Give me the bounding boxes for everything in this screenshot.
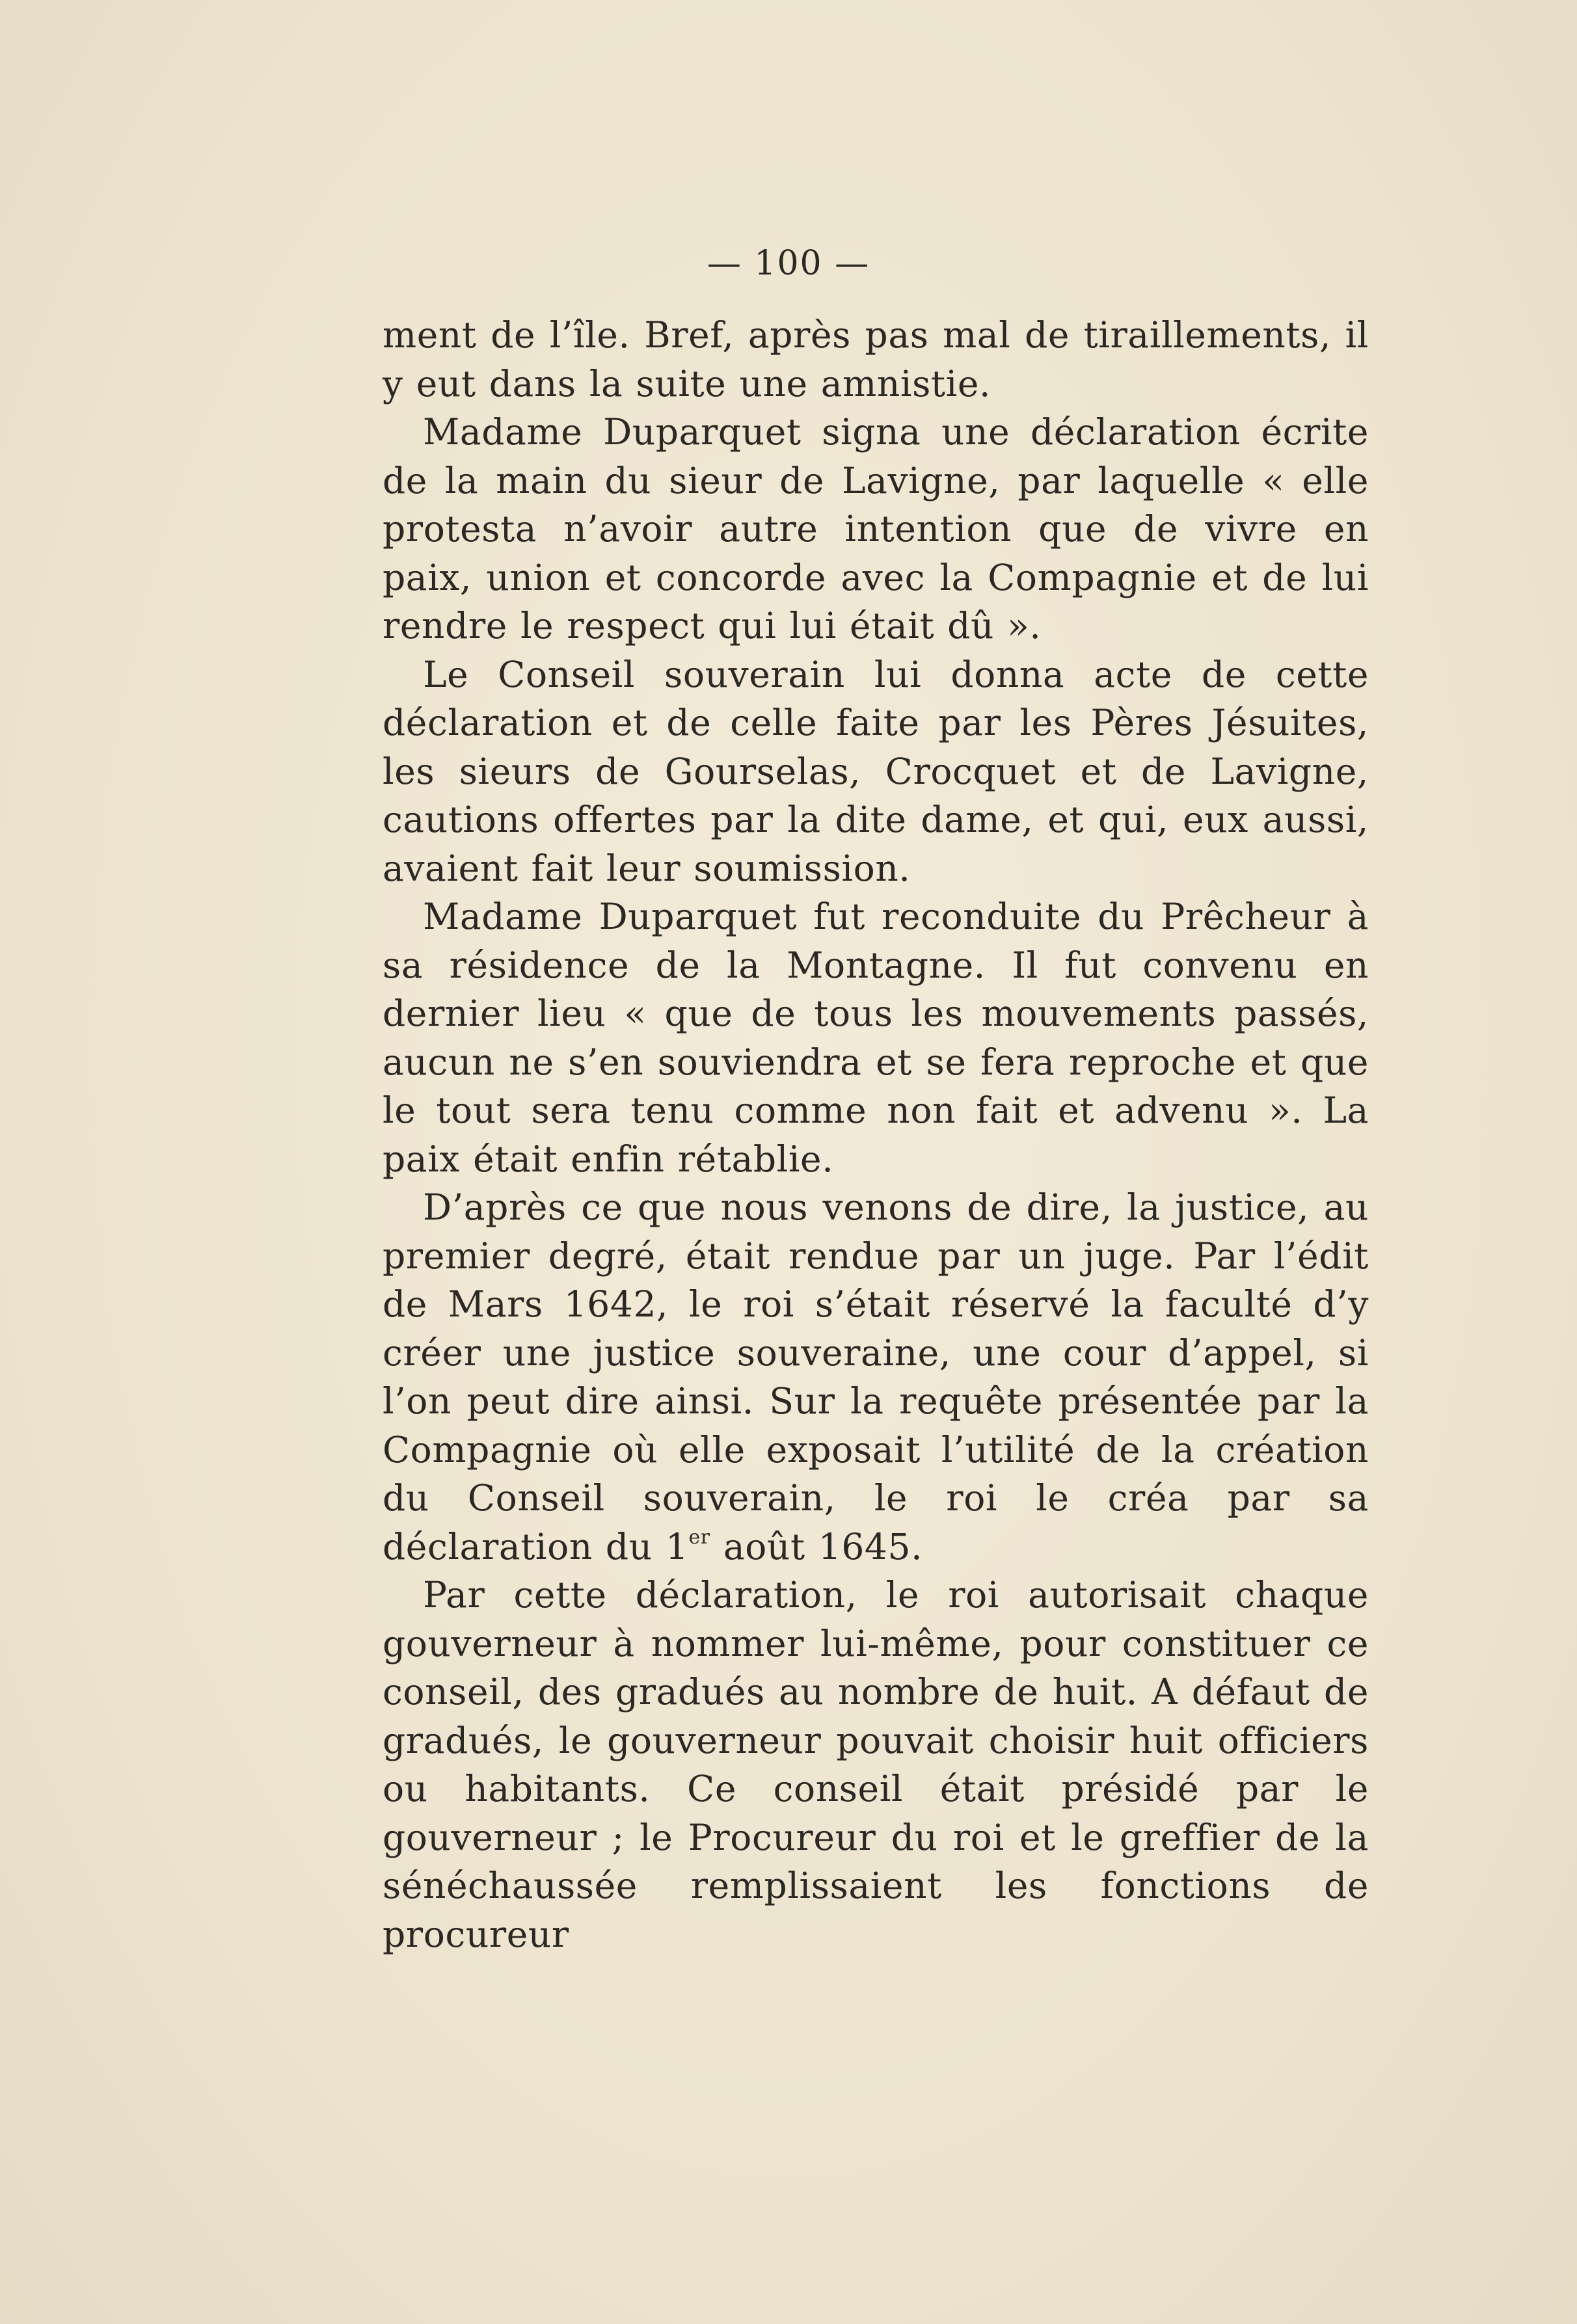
paragraph-justice-date: août 1645. [710, 1525, 923, 1568]
page-number: — 100 — [707, 244, 870, 283]
paragraph-continuation: ment de l’île. Bref, après pas mal de tiraillements, il y eut dans la suite une amnistie. [383, 314, 1369, 405]
paragraph-justice [383, 1183, 1369, 1571]
paragraph-justice-text: D’après ce que nous venons de dire, la justice, au premier degré, était rendue par un juge. Par l’édit de Mars 1642, le roi s’était réservé la faculté d’y créer une justice souveraine, une cour d’appel, si l’on peut dire ainsi. Sur la requête présentée par la Compagnie où elle exposait l’utilité de la création du Conseil souverain, le roi le créa par sa déclaration du 1 [383, 1186, 1369, 1568]
ordinal-superscript: er [688, 1525, 710, 1549]
paragraph-gouverneur: Par cette déclaration, le roi autorisait chaque gouverneur à nommer lui-même, pour constituer ce conseil, des gradués au nombre de huit. A défaut de gradués, le gouverneur pouvait choisir huit officiers ou habitants. Ce conseil était présidé par le gouverneur ; le Procureur du roi et le greffier de la sénéchaussée remplissaient les fonctions de procureur [383, 1574, 1369, 1955]
paragraph-declaration: Madame Duparquet signa une déclaration écrite de la main du sieur de Lavigne, par laquelle « elle protesta n’avoir autre intention que de vivre en paix, union et concorde avec la Compagnie et de lui rendre le respect qui lui était dû ». [383, 411, 1369, 647]
paragraph-retour-paix: Madame Duparquet fut reconduite du Prêcheur à sa résidence de la Montagne. Il fut convenu en dernier lieu « que de tous les mouvements passés, aucun ne s’en souviendra et se fera reproche et que le tout sera tenu comme non fait et advenu ». La paix était enfin rétablie. [383, 896, 1369, 1180]
paragraph-conseil-souverain: Le Conseil souverain lui donna acte de cette déclaration et de celle faite par les Pères Jésuites, les sieurs de Gourselas, Crocquet et de Lavigne, cautions offertes par la dite dame, et qui, eux aussi, avaient fait leur soumission. [383, 653, 1369, 889]
body-text [383, 311, 1369, 1958]
